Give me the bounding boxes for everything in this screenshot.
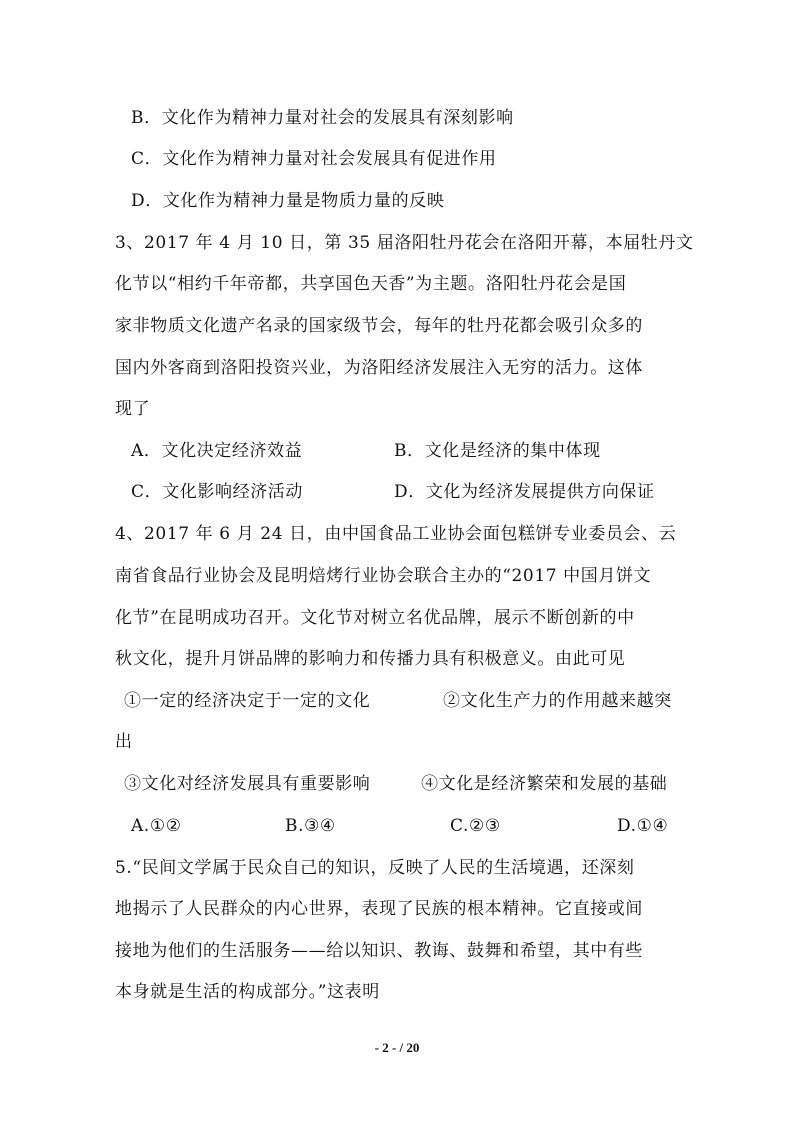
- q3-line-2: 化节以“相约千年帝都，共享国色天香”为主题。洛阳牡丹花会是国: [115, 274, 627, 294]
- q5-line-3: 接地为他们的生活服务——给以知识、教诲、鼓舞和希望，其中有些: [115, 941, 643, 961]
- q5-line-1: 5.“民间文学属于民众自己的知识，反映了人民的生活境遇，还深刻: [115, 858, 635, 878]
- q2-option-d: D．文化作为精神力量是物质力量的反映: [131, 191, 445, 211]
- q4-statement-2: ②文化生产力的作用越来越突: [443, 691, 672, 711]
- q4-option-c: C.②③: [450, 816, 501, 836]
- q4-option-b: B.③④: [285, 816, 336, 836]
- q4-statement-1: ①一定的经济决定于一定的文化: [124, 691, 371, 711]
- q5-line-2: 地揭示了人民群众的内心世界，表现了民族的根本精神。它直接或间: [115, 899, 643, 919]
- q3-line-1: 3、2017 年 4 月 10 日，第 35 届洛阳牡丹花会在洛阳开幕，本届牡丹文: [115, 233, 694, 253]
- q4-option-d: D.①④: [617, 816, 669, 836]
- q4-line-3: 化节”在昆明成功召开。文化节对树立名优品牌，展示不断创新的中: [115, 608, 635, 628]
- q3-option-b: B．文化是经济的集中体现: [394, 441, 601, 461]
- q4-statement-3: ③文化对经济发展具有重要影响: [124, 774, 371, 794]
- q3-option-c: C．文化影响经济活动: [131, 482, 304, 502]
- q4-line-4: 秋文化，提升月饼品牌的影响力和传播力具有积极意义。由此可见: [115, 649, 626, 669]
- q3-option-d: D．文化为经济发展提供方向保证: [394, 482, 655, 502]
- q4-line-1: 4、2017 年 6 月 24 日，由中国食品工业协会面包糕饼专业委员会、云: [115, 524, 677, 544]
- q4-statement-2-cont: 出: [115, 732, 133, 752]
- q5-line-4: 本身就是生活的构成部分。”这表明: [115, 982, 380, 1002]
- q4-statement-4: ④文化是经济繁荣和发展的基础: [421, 774, 668, 794]
- q4-option-a: A.①②: [131, 816, 182, 836]
- q4-line-2: 南省食品行业协会及昆明焙烤行业协会联合主办的“2017 中国月饼文: [115, 566, 652, 586]
- q3-line-4: 国内外客商到洛阳投资兴业，为洛阳经济发展注入无穷的活力。这体: [115, 358, 643, 378]
- q3-line-5: 现了: [115, 399, 151, 419]
- q2-option-c: C．文化作为精神力量对社会发展具有促进作用: [131, 149, 497, 169]
- page-number: - 2 - / 20: [374, 1040, 420, 1055]
- q3-option-a: A．文化决定经济效益: [131, 441, 303, 461]
- q2-option-b: B．文化作为精神力量对社会的发展具有深刻影响: [131, 108, 514, 128]
- q3-line-3: 家非物质文化遗产名录的国家级节会，每年的牡丹花都会吸引众多的: [115, 316, 643, 336]
